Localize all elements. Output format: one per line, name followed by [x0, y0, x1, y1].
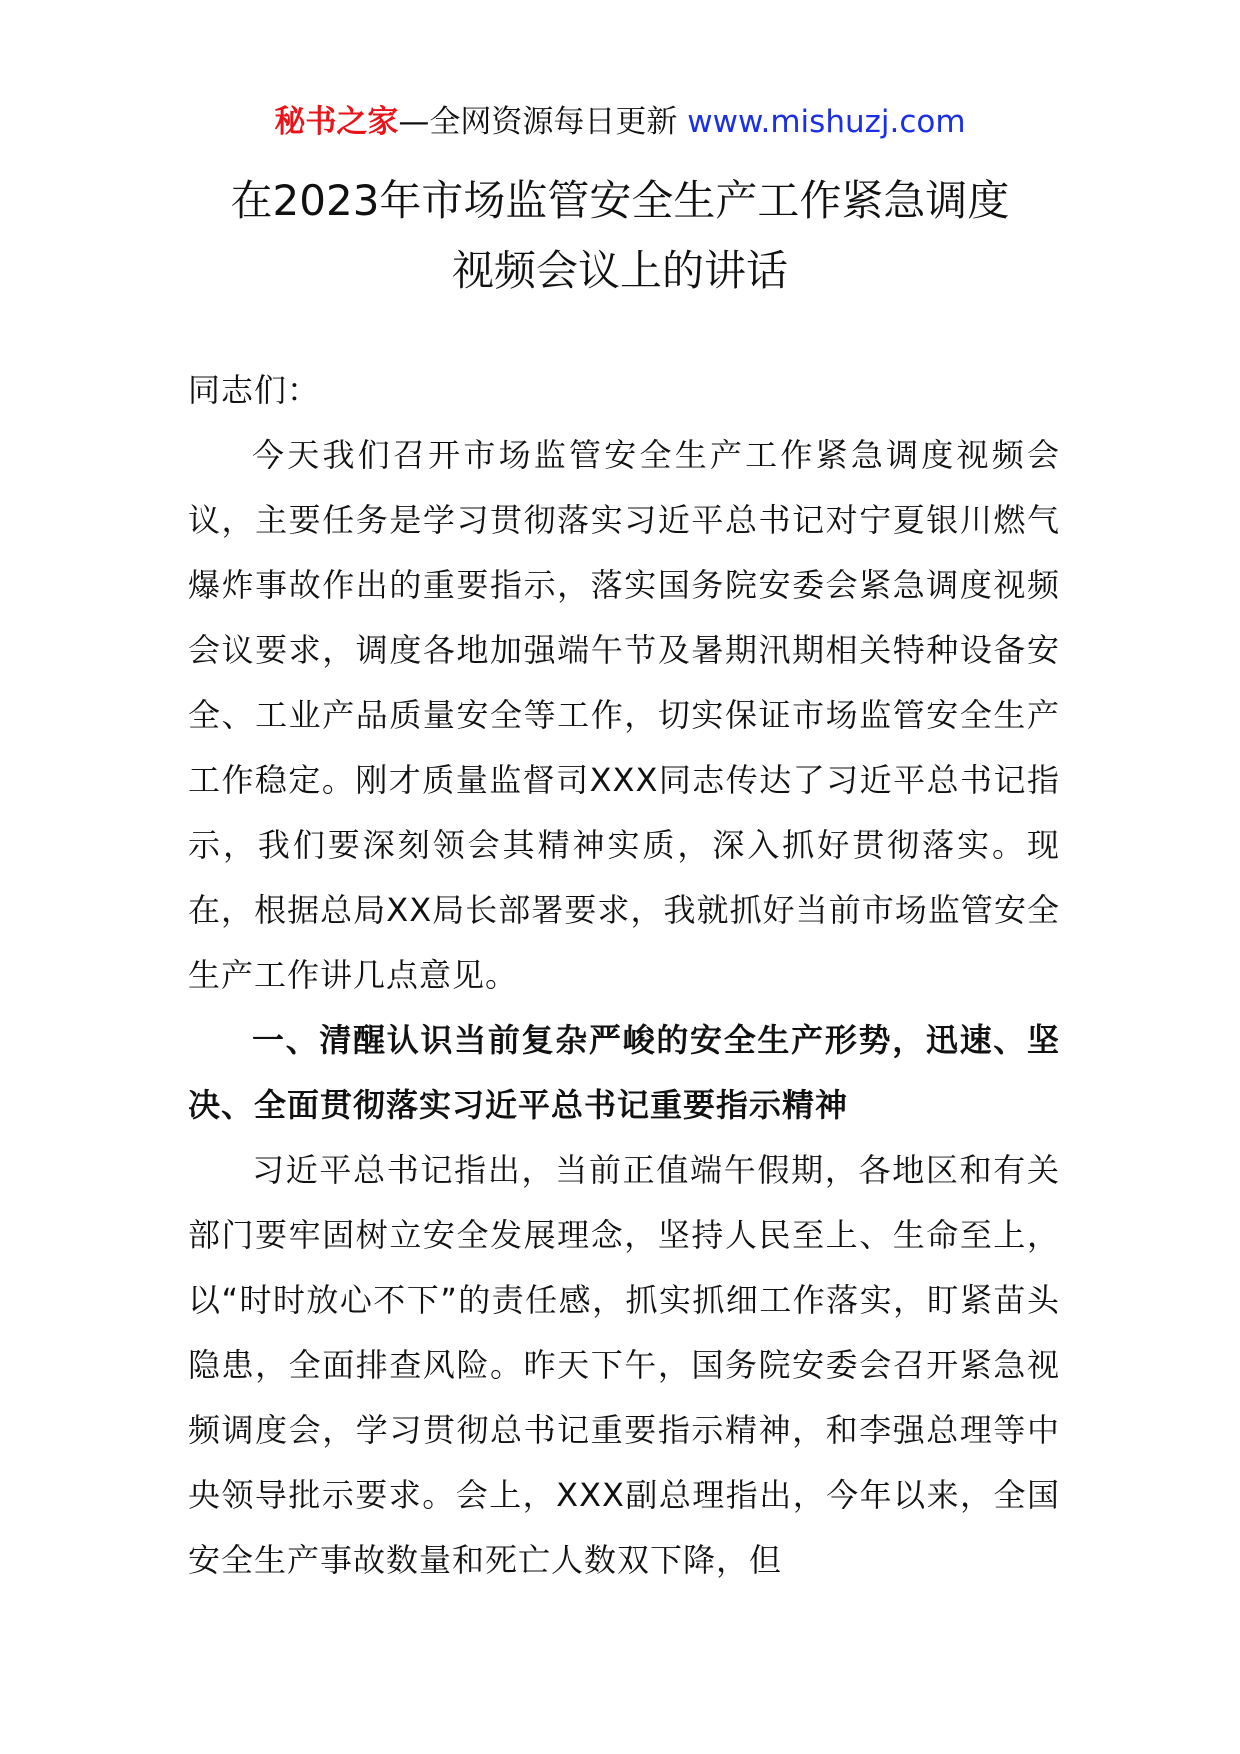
paragraph-2: 习近平总书记指出，当前正值端午假期，各地区和有关部门要牢固树立安全发展理念，坚持人民至上、生命至上，以“时时放心不下”的责任感，抓实抓细工作落实，盯紧苗头隐患，全面排查风险。昨天下午，国务院安委会召开紧急视频调度会，学习贯彻总书记重要指示精神，和李强总理等中央领导批示要求。会上，XXX副总理指出，今年以来，全国安全生产事故数量和死亡人数双下降，但: [188, 1151, 1060, 1579]
header-banner: [0, 100, 1240, 144]
title-line-1: 在2023年市场监管安全生产工作紧急调度: [230, 176, 1010, 225]
document-body: [188, 358, 1060, 1593]
header-tagline: —全网资源每日更新: [398, 104, 688, 140]
document-title: [0, 166, 1240, 306]
title-line-2: 视频会议上的讲话: [451, 246, 788, 295]
section-heading-1: 一、清醒认识当前复杂严峻的安全生产形势，迅速、坚决、全面贯彻落实习近平总书记重要指示精神: [188, 1021, 1060, 1124]
site-url: www.mishuzj.com: [687, 104, 966, 140]
paragraph-1: 今天我们召开市场监管安全生产工作紧急调度视频会议，主要任务是学习贯彻落实习近平总书记对宁夏银川燃气爆炸事故作出的重要指示，落实国务院安委会紧急调度视频会议要求，调度各地加强端午节及暑期汛期相关特种设备安全、工业产品质量安全等工作，切实保证市场监管安全生产工作稳定。刚才质量监督司XXX同志传达了习近平总书记指示，我们要深刻领会其精神实质，深入抓好贯彻落实。现在，根据总局XX局长部署要求，我就抓好当前市场监管安全生产工作讲几点意见。: [188, 436, 1060, 994]
salutation: 同志们：: [188, 371, 321, 409]
brand-name: 秘书之家: [274, 104, 399, 140]
